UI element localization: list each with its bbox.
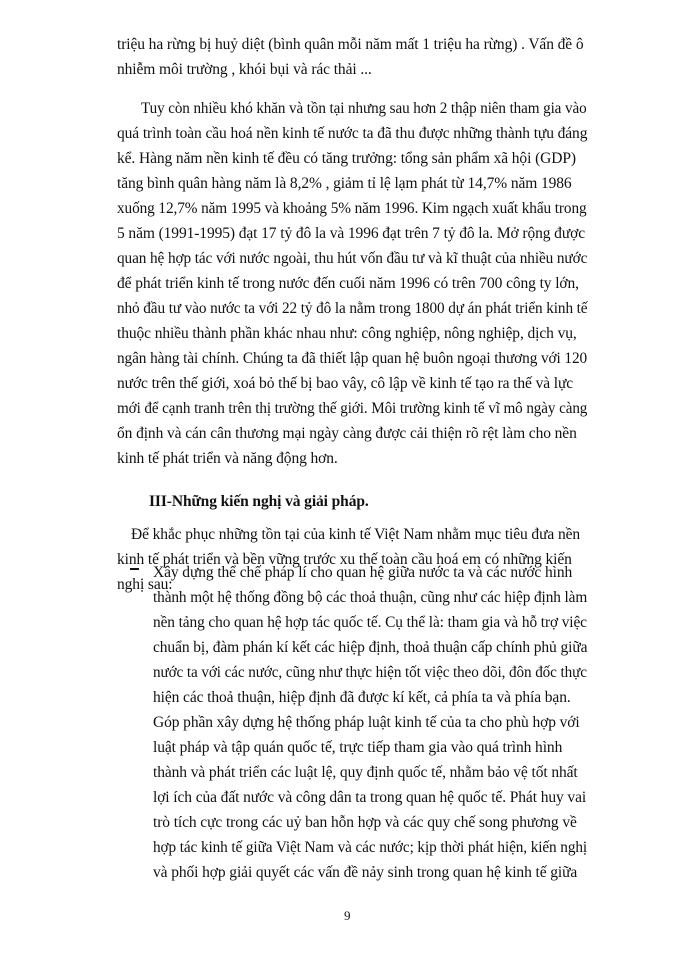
text-line: kinh tế phát triển và bền vững trước xu thế toàn cầu hoá em có những kiến [117, 551, 572, 568]
text-line: ổn định và cán cân thương mại ngày càng được cải thiện rõ rệt làm cho nền [117, 425, 577, 442]
text-line: quan hệ hợp tác với nước ngoài, thu hút vốn đầu tư và kĩ thuật của nhiều nước [117, 250, 588, 267]
text-line: nhiễm môi trường , khói bụi và rác thải ... [117, 61, 372, 78]
text-line: kể. Hàng năm nền kinh tế đều có tăng trưởng: tổng sản phẩm xã hội (GDP) [117, 150, 576, 167]
text-line: để phát triển kinh tế trong nước đến cuối năm 1996 có trên 700 công ty lớn, [117, 275, 579, 292]
text-line: thành một hệ thống đồng bộ các thoả thuận, cũng như các hiệp định làm [153, 589, 588, 606]
text-line: hợp tác kinh tế giữa Việt Nam và các nước; kịp thời phát hiện, kiến nghị [153, 839, 588, 856]
section-heading: III-Những kiến nghị và giải pháp. [149, 493, 369, 510]
text-line: tăng bình quân hàng năm là 8,2% , giảm tỉ lệ lạm phát từ 14,7% năm 1986 [117, 175, 572, 192]
text-line: luật pháp và tập quán quốc tế, trực tiếp tham gia vào quá trình hình [153, 739, 563, 756]
text-line: triệu ha rừng bị huỷ diệt (bình quân mỗi năm mất 1 triệu ha rừng) . Vấn đề ô [117, 36, 584, 53]
text-line: nghị sau: [117, 576, 173, 593]
text-line: thành và phát triển các luật lệ, quy định quốc tế, nhằm bảo vệ tốt nhất [153, 764, 578, 781]
text-line: thuộc nhiều thành phần khác nhau như: công nghiệp, nông nghiệp, dịch vụ, [117, 325, 577, 342]
text-line: ngân hàng tài chính. Chúng ta đã thiết lập quan hệ buôn ngoại thương với 120 [117, 350, 588, 367]
text-line: nhỏ đầu tư vào nước ta với 22 tỷ đô la nằm trong 1800 dự án phát triển kinh tế [117, 300, 588, 317]
text-line: mới để cạnh tranh trên thị trường thế giới. Môi trường kinh tế vĩ mô ngày càng [117, 400, 588, 417]
text-line: Để khắc phục những tồn tại của kinh tế Việt Nam nhằm mục tiêu đưa nền [131, 526, 581, 543]
bullet-dash-icon [130, 568, 139, 570]
text-line: kinh tế phát triển và năng động hơn. [117, 450, 338, 467]
text-line: hiện các thoả thuận, hiệp định đã được kí kết, cả phía ta và phía bạn. [153, 689, 571, 706]
text-line: Góp phần xây dựng hệ thống pháp luật kinh tế của ta cho phù hợp với [153, 714, 580, 731]
text-line: chuẩn bị, đàm phán kí kết các hiệp định, thoả thuận cấp chính phủ giữa [153, 639, 588, 656]
text-line: nước trên thế giới, xoá bỏ thế bị bao vây, cô lập về kinh tế tạo ra thế và lực [117, 375, 574, 392]
text-line: nước ta với các nước, cũng như thực hiện tốt việc theo dõi, đôn đốc thực [153, 664, 587, 681]
text-line: quá trình toàn cầu hoá nền kinh tế nước ta đã thu được những thành tựu đáng [117, 125, 588, 142]
text-line: trò tích cực trong các uỷ ban hỗn hợp và các quy chế song phương về [153, 814, 577, 831]
page-number: 9 [344, 908, 351, 923]
text-line: và phối hợp giải quyết các vấn đề nảy sinh trong quan hệ kinh tế giữa [153, 864, 578, 881]
text-line: xuống 12,7% năm 1995 và khoảng 5% năm 1996. Kim ngạch xuất khẩu trong [117, 200, 587, 217]
text-line: Tuy còn nhiều khó khăn và tồn tại nhưng sau hơn 2 thập niên tham gia vào [141, 100, 587, 117]
text-line: lợi ích của đất nước và công dân ta trong quan hệ quốc tế. Phát huy vai [153, 789, 587, 806]
text-line: Xây dựng thể chế pháp lí cho quan hệ giữa nước ta và các nước hình [153, 564, 573, 581]
text-line: nền tảng cho quan hệ hợp tác quốc tế. Cụ thể là: tham gia và hỗ trợ việc [153, 614, 587, 631]
text-line: 5 năm (1991-1995) đạt 17 tỷ đô la và 1996 đạt trên 7 tỷ đô la. Mở rộng được [117, 225, 585, 242]
